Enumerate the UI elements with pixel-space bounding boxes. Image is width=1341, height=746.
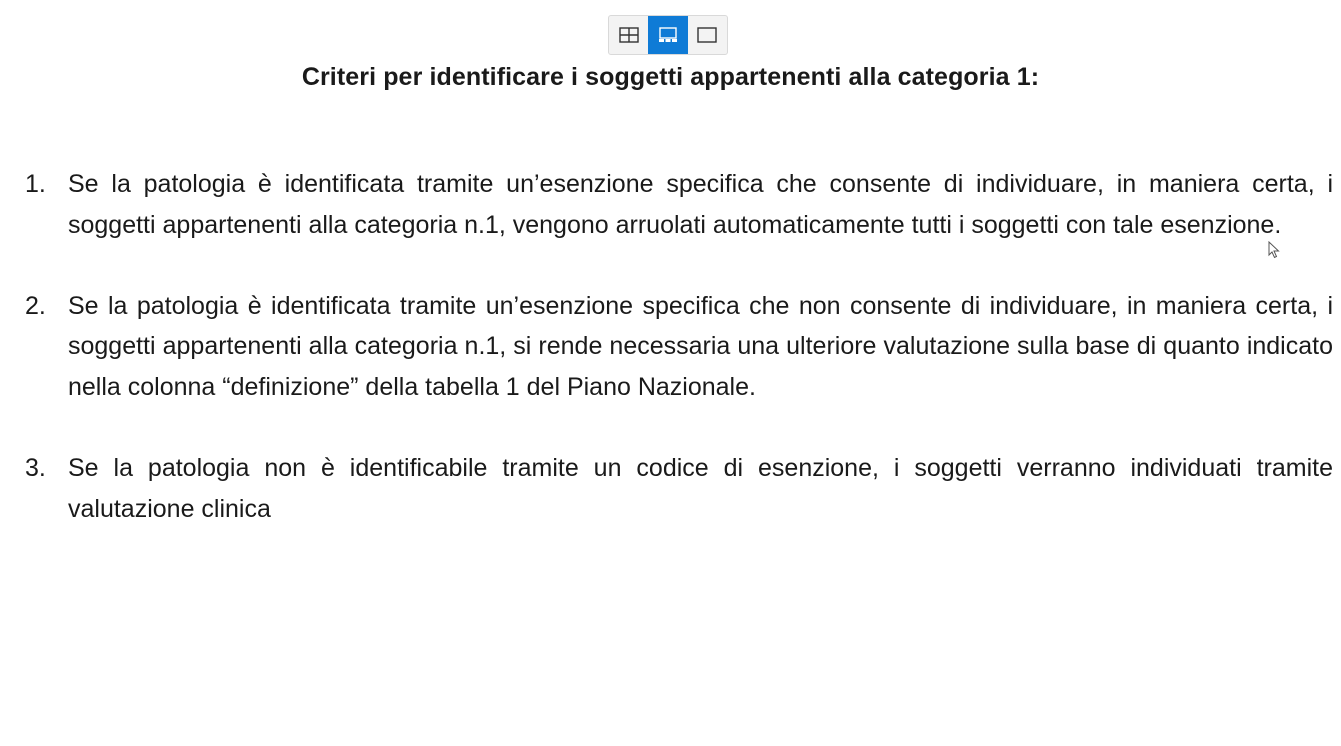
grid-view-button[interactable]	[609, 16, 648, 54]
presenter-view-icon	[658, 27, 678, 43]
page-title: Criteri per identificare i soggetti appartenenti alla categoria 1:	[301, 63, 1040, 91]
single-view-button[interactable]	[688, 16, 727, 54]
item-text: Se la patologia non è identificabile tramite un codice di esenzione, i soggetti verranno individuati tramite valutazione clinica	[68, 453, 1333, 523]
list-item	[25, 164, 1333, 246]
item-number: 2.	[25, 291, 46, 320]
presenter-view-button[interactable]	[648, 16, 687, 54]
grid-view-icon	[619, 27, 639, 43]
single-view-icon	[697, 27, 717, 43]
item-number: 1.	[25, 170, 46, 198]
layout-toolbar	[608, 15, 728, 55]
item-text: Se la patologia è identificata tramite un’esenzione specifica che consente di individuare, in maniera certa, i soggetti appartenenti alla categoria n.1, vengono arruolati automaticamente tutti i soggetti con tale esenzione.	[68, 170, 1333, 239]
item-text: Se la patologia è identificata tramite un’esenzione specifica che non consente di individuare, in maniera certa, i soggetti appartenenti alla categoria n.1, si rende necessaria una ulteriore valutazione sulla base di quanto indicato nella colonna “definizione” della tabella 1 del Piano Nazionale.	[68, 291, 1333, 402]
mouse-pointer-icon	[1268, 241, 1280, 259]
criteria-list	[25, 164, 1333, 530]
list-item	[25, 448, 1333, 530]
list-item	[25, 286, 1333, 408]
item-number: 3.	[25, 453, 46, 482]
